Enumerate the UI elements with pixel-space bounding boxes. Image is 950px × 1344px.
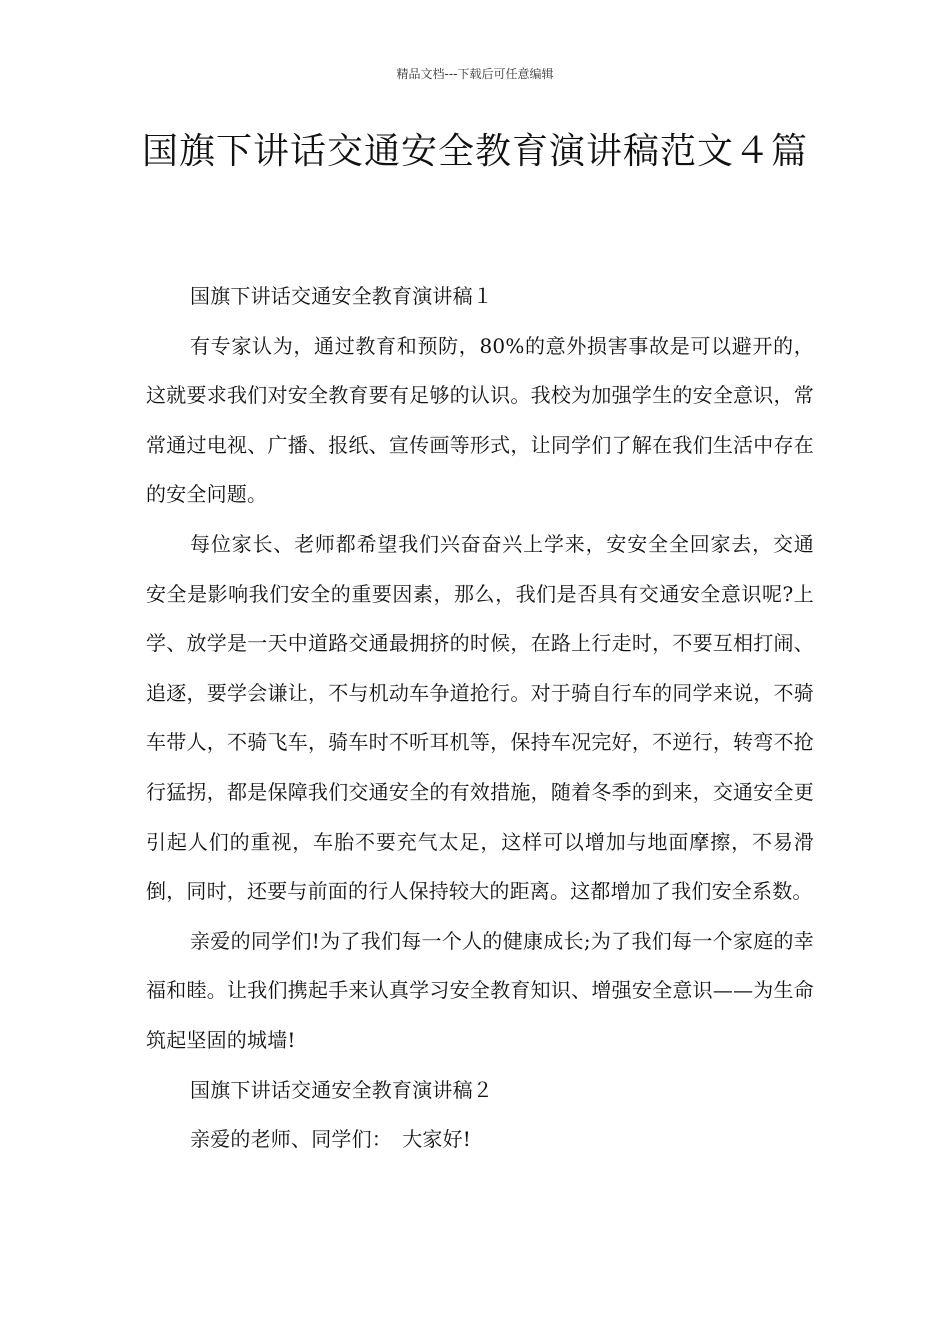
header-note: 精品文档---下载后可任意编辑	[396, 67, 554, 81]
document-title: 国旗下讲话交通安全教育演讲稿范文４篇	[141, 131, 808, 172]
greeting-paragraph: 亲爱的老师、同学们： 大家好!	[190, 1127, 472, 1152]
section-heading-2: 国旗下讲话交通安全教育演讲稿２	[190, 1077, 493, 1102]
paragraph-3: 亲爱的同学们!为了我们每一个人的健康成长;为了我们每一个家庭的幸福和睦。让我们携起手来认真学习安全教育知识、增强安全意识——为生命筑起坚固的城墙!	[146, 928, 814, 1052]
document-body	[146, 272, 814, 1165]
section-heading-1: 国旗下讲话交通安全教育演讲稿１	[190, 284, 493, 308]
paragraph-1: 有专家认为，通过教育和预防，80%的意外损害事故是可以避开的，这就要求我们对安全教育要有足够的认识。我校为加强学生的安全意识，常常通过电视、广播、报纸、宣传画等形式，让同学们了解在我们生活中存在的安全问题。	[146, 333, 814, 507]
paragraph-2: 每位家长、老师都希望我们兴奋奋兴上学来，安安全全回家去，交通安全是影响我们安全的重要因素，那么，我们是否具有交通安全意识呢?上学、放学是一天中道路交通最拥挤的时候，在路上行走时，不要互相打闹、追逐，要学会谦让，不与机动车争道抢行。对于骑自行车的同学来说，不骑车带人，不骑飞车，骑车时不听耳机等，保持车况完好，不逆行，转弯不抢行猛拐，都是保障我们交通安全的有效措施，随着冬季的到来，交通安全更引起人们的重视，车胎不要充气太足，这样可以增加与地面摩擦，不易滑倒，同时，还要与前面的行人保持较大的距离。这都增加了我们安全系数。	[146, 531, 814, 904]
